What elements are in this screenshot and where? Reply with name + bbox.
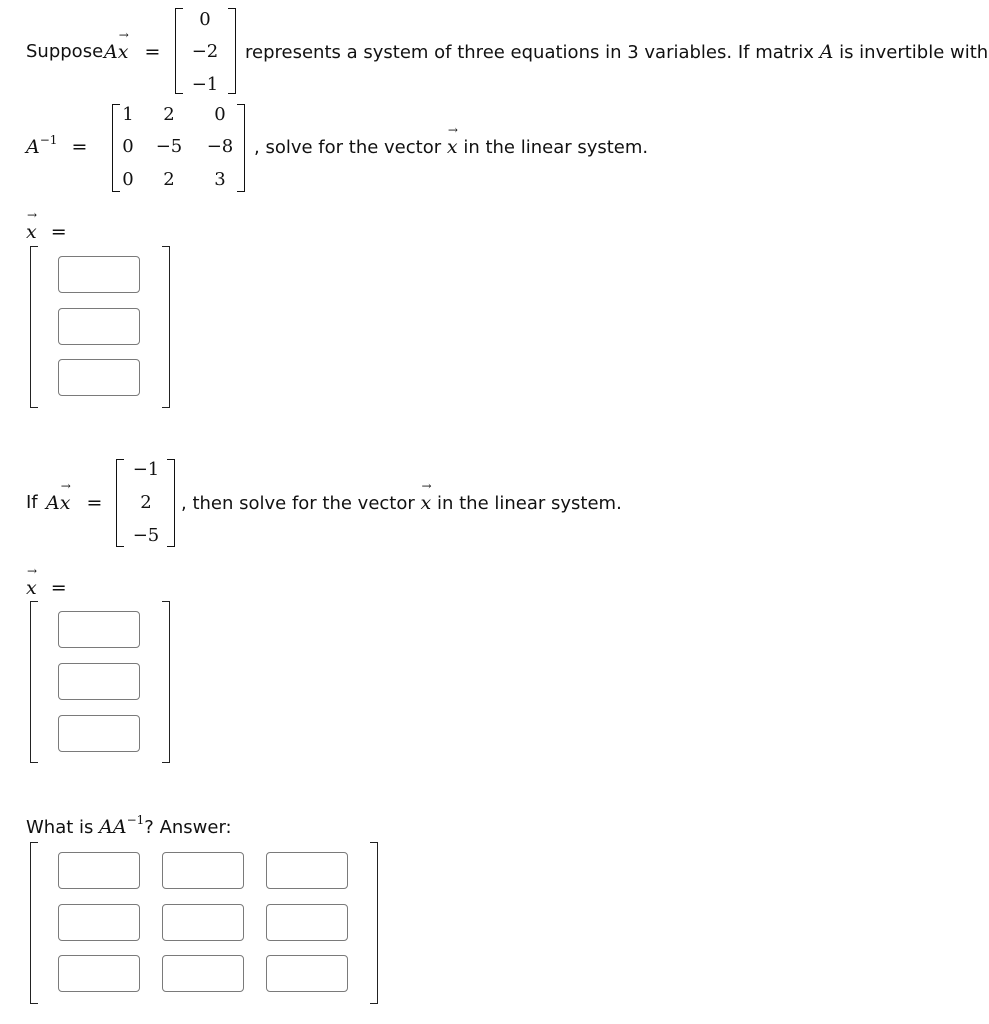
product-input-1-1[interactable] [162,904,244,941]
equals-sign-2: = [71,136,88,158]
equals-sign-5: = [50,577,67,599]
question-3 [26,813,232,840]
vector-x-symbol-4: → x [60,492,71,514]
x-equals-label-1 [26,221,67,243]
ainv-cell-0-0: 1 [122,104,134,125]
b2-left-bracket [116,459,124,547]
q3-prefix: What is [26,817,94,838]
b2-cell-2: −5 [132,525,160,546]
matrix-a-symbol-2: A [819,41,834,63]
equation-ax-2 [46,492,102,514]
solve-text-2b: in the linear system. [436,493,622,514]
ainv-right-bracket [237,104,245,192]
solve-sentence-1 [254,136,648,159]
solve-text-1b: in the linear system. [463,137,649,158]
product-input-0-0[interactable] [58,852,140,889]
ainv-cell-2-1: 2 [163,169,175,190]
intro-text: represents a system of three equations in 3 variables. If matrix [245,42,814,63]
x1-left-bracket [30,246,38,408]
a-inverse-exponent: −1 [39,133,58,147]
b1-cell-2: −1 [191,74,219,95]
intro-sentence [245,41,988,64]
ainv-cell-0-1: 2 [163,104,175,125]
vector-x-symbol-5: → x [421,492,432,514]
vector-x-symbol: → x [118,41,129,63]
product-input-2-1[interactable] [162,955,244,992]
matrix-a-symbol-3: A [46,492,60,514]
ainv-cell-1-1: −5 [155,136,183,157]
b2-right-bracket [167,459,175,547]
b1-right-bracket [228,8,236,94]
product-input-2-2[interactable] [266,955,348,992]
x2-input-0[interactable] [58,611,140,648]
product-input-1-0[interactable] [58,904,140,941]
b1-cell-1: −2 [191,41,219,62]
x1-input-0[interactable] [58,256,140,293]
x2-input-1[interactable] [58,663,140,700]
vector-x-symbol-3: → x [26,221,37,243]
a-inverse-symbol: A [26,136,40,158]
ainv-cell-2-2: 3 [214,169,226,190]
invertible-text: is invertible with [839,42,989,63]
product-input-1-2[interactable] [266,904,348,941]
solve-text-2: , then solve for the vector [181,493,415,514]
b1-cell-0: 0 [199,9,211,30]
product-input-0-1[interactable] [162,852,244,889]
equals-sign-4: = [86,492,103,514]
x1-right-bracket [162,246,170,408]
ainv-cell-1-0: 0 [122,136,134,157]
b2-cell-0: −1 [132,459,160,480]
x2-right-bracket [162,601,170,763]
vector-x-symbol-2: → x [447,136,458,158]
b2-cell-1: 2 [140,492,152,513]
x-equals-label-2 [26,577,67,599]
x2-left-bracket [30,601,38,763]
ainv-cell-0-2: 0 [214,104,226,125]
vector-x-symbol-6: → x [26,577,37,599]
solve-text-1: , solve for the vector [254,137,442,158]
q3-exponent: −1 [126,813,145,827]
product-right-bracket [370,842,378,1004]
q3-aa-symbol: AA [99,816,127,838]
equals-sign-3: = [50,221,67,243]
product-input-2-0[interactable] [58,955,140,992]
x2-input-2[interactable] [58,715,140,752]
q3-suffix: ? Answer: [144,817,232,838]
equals-sign: = [144,41,161,63]
ainv-cell-2-0: 0 [122,169,134,190]
a-inverse-label [26,133,88,160]
suppose-label: Suppose [26,41,104,62]
x1-input-1[interactable] [58,308,140,345]
product-left-bracket [30,842,38,1004]
ainv-cell-1-2: −8 [206,136,234,157]
product-input-0-2[interactable] [266,852,348,889]
matrix-a-symbol: A [104,41,118,63]
b1-left-bracket [175,8,183,94]
equation-ax-1 [104,41,160,63]
x1-input-2[interactable] [58,359,140,396]
if-label: If [26,492,38,513]
solve-sentence-2 [181,492,622,515]
